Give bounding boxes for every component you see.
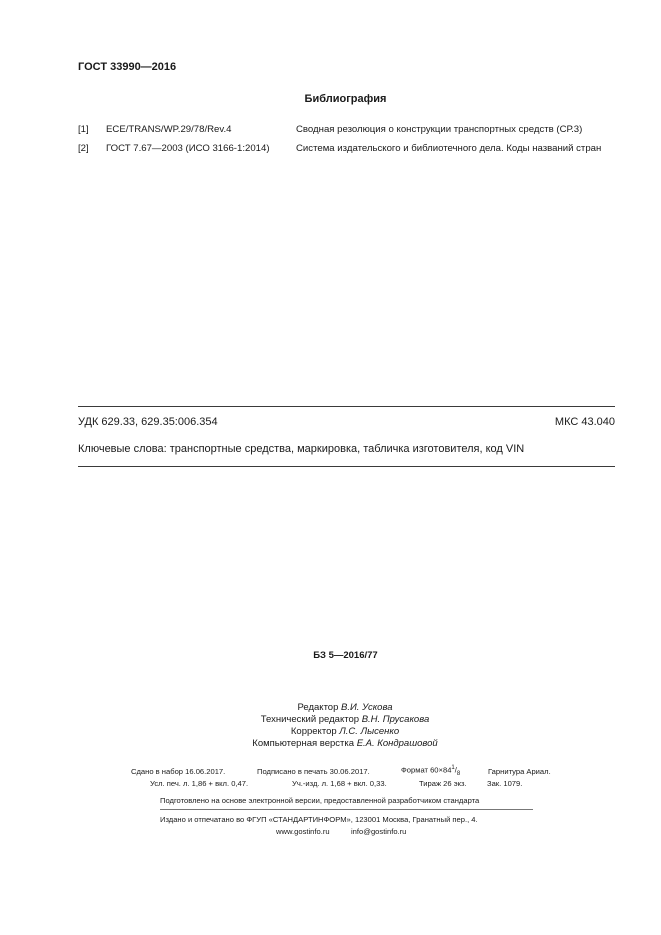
format-numerator: 1	[451, 765, 455, 771]
top-divider	[78, 406, 615, 407]
email-link[interactable]: info@gostinfo.ru	[351, 827, 407, 836]
print-sheets: Усл. печ. л. 1,86 + вкл. 0,47.	[150, 779, 249, 788]
bib-item-code: ГОСТ 7.67—2003 (ИСО 3166-1:2014)	[106, 143, 270, 154]
corrector-name: Л.С. Лысенко	[339, 726, 400, 737]
editor-label: Редактор	[297, 702, 339, 713]
keywords: Ключевые слова: транспортные средства, маркировка, табличка изготовителя, код VIN	[78, 443, 525, 455]
prepared-note: Подготовлено на основе электронной версии, предоставленной разработчиком стандарта	[160, 796, 480, 805]
format-denominator: 8	[456, 771, 461, 778]
bib-item-number: [1]	[78, 124, 89, 135]
circulation: Тираж 26 экз.	[419, 779, 467, 788]
bib-item-title: Система издательского и библиотечного дела. Коды названий стран	[296, 143, 602, 154]
signed-date: Подписано в печать 30.06.2017.	[257, 767, 370, 776]
mks-code: МКС 43.040	[554, 416, 615, 428]
imprint-divider	[160, 809, 533, 810]
bz-number: БЗ 5—2016/77	[313, 650, 378, 661]
pub-sheets: Уч.-изд. л. 1,68 + вкл. 0,33.	[292, 779, 387, 788]
bib-item-number: [2]	[78, 143, 89, 154]
publisher: Издано и отпечатано во ФГУП «СТАНДАРТИНФОРМ», 123001 Москва, Гранатный пер., 4.	[160, 815, 478, 824]
layout-line	[0, 738, 661, 749]
submitted-date: Сдано в набор 16.06.2017.	[131, 767, 226, 776]
order-number: Зак. 1079.	[487, 779, 523, 788]
udk-code: УДК 629.33, 629.35:006.354	[78, 416, 218, 428]
tech-editor-name: В.Н. Прусакова	[361, 714, 430, 725]
bib-item-code: ECE/TRANS/WP.29/78/Rev.4	[106, 124, 232, 135]
bottom-divider	[78, 466, 615, 467]
corrector-line	[0, 726, 661, 737]
format-label: Формат 60×84	[401, 765, 452, 775]
editor-line	[0, 702, 661, 713]
corrector-label: Корректор	[290, 726, 337, 737]
tech-editor-line	[0, 714, 661, 725]
tech-editor-label: Технический редактор	[260, 714, 360, 725]
layout-label: Компьютерная верстка	[252, 738, 355, 749]
bib-item-title: Сводная резолюция о конструкции транспортных средств (СР.3)	[296, 124, 583, 135]
standard-number: ГОСТ 33990—2016	[78, 61, 177, 73]
layout-name: Е.А. Кондрашовой	[356, 738, 438, 749]
format: Формат $60\times 84^1/_8$	[401, 765, 461, 778]
bibliography-title: Библиография	[304, 93, 387, 105]
typeface: Гарнитура Ариал.	[488, 767, 551, 776]
website-link[interactable]: www.gostinfo.ru	[276, 827, 330, 836]
editor-name: В.И. Ускова	[341, 702, 393, 713]
